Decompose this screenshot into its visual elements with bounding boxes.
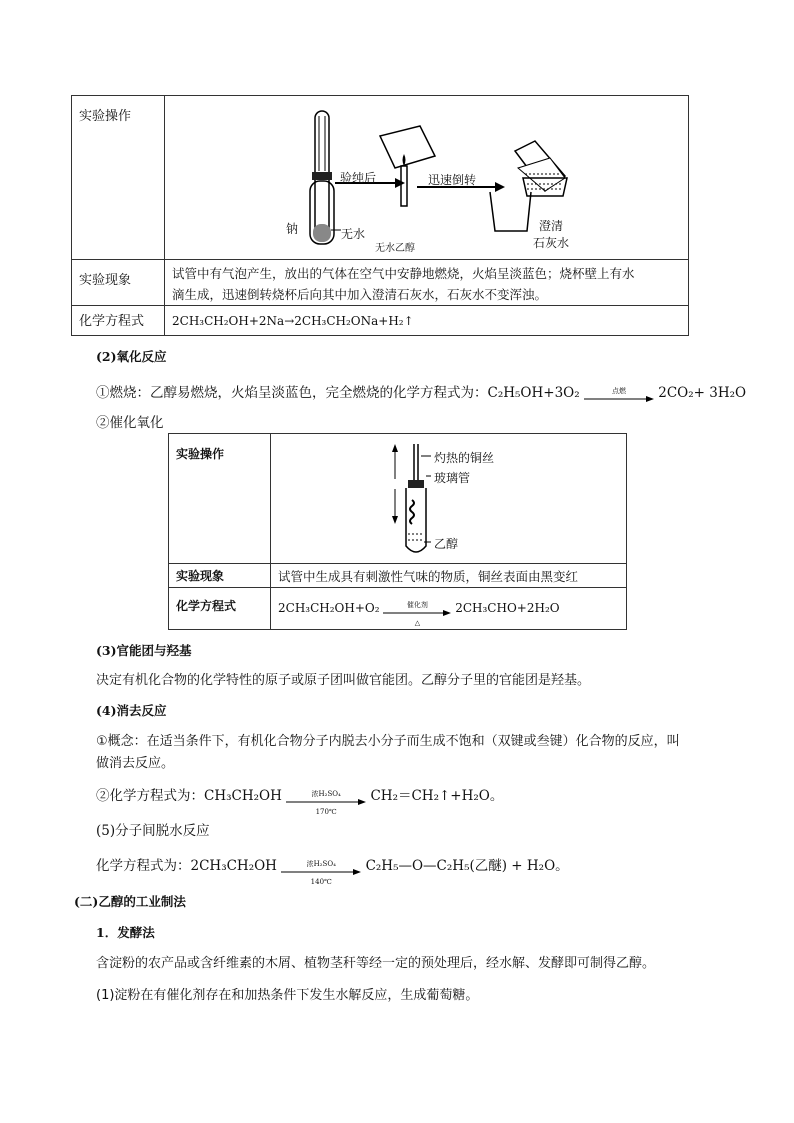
elimination-condition-acid: 浓H₂SO₄ bbox=[311, 789, 341, 798]
table2-equation-rhs: 2CH₃CHO+2H₂O bbox=[455, 601, 560, 615]
table2-figure-cell bbox=[271, 434, 627, 564]
table1-figure-cell bbox=[165, 96, 689, 260]
label-hot-copper-wire: 灼热的铜丝 bbox=[434, 451, 495, 465]
table2-label-phenomenon-text: 实验现象 bbox=[176, 569, 225, 583]
table2-label-phenomenon bbox=[169, 564, 271, 588]
experiment-table-sodium bbox=[71, 95, 689, 336]
label-ethanol: 乙醇 bbox=[434, 537, 459, 551]
elimination-equation-lhs: ②化学方程式为：CH₃CH₂OH bbox=[96, 788, 282, 804]
combustion-condition: 点燃 bbox=[611, 386, 626, 395]
label-invert-fast: 迅速倒转 bbox=[428, 173, 477, 187]
table2-label-equation bbox=[169, 588, 271, 630]
elimination-equation-line bbox=[96, 785, 504, 816]
table2-equation-cell bbox=[271, 588, 627, 630]
combustion-products: 2CO₂+ 3H₂O bbox=[658, 385, 747, 401]
table1-phenomenon-cell bbox=[165, 260, 689, 306]
combustion-arrow bbox=[584, 386, 654, 399]
fermentation-text: 含淀粉的农产品或含纤维素的木屑、植物茎秆等经一定的预处理后，经水解、发酵即可制得乙醇。 bbox=[96, 956, 656, 971]
table1-phenomenon-line2: 滴生成，迅速倒转烧杯后向其中加入澄清石灰水，石灰水不变浑浊。 bbox=[172, 287, 548, 302]
elimination-concept-line2: 做消去反应。 bbox=[96, 756, 175, 771]
combustion-line bbox=[96, 382, 746, 404]
label-after-purity-check: 验纯后 bbox=[340, 171, 377, 185]
table2-equation-arrow bbox=[383, 600, 451, 627]
section-functional-group-heading: (3)官能团与羟基 bbox=[96, 643, 192, 658]
table2-phenomenon-cell bbox=[271, 564, 627, 588]
label-limewater: 石灰水 bbox=[533, 236, 570, 250]
table2-condition-catalyst: 催化剂 bbox=[406, 600, 428, 609]
table2-label-operation-text: 实验操作 bbox=[176, 447, 225, 461]
section-oxidation-heading: (2)氧化反应 bbox=[96, 349, 167, 364]
table2-phenomenon-text: 试管中生成具有刺激性气味的物质，铜丝表面由黑变红 bbox=[278, 569, 579, 584]
table2-condition-heat: △ bbox=[414, 618, 421, 627]
label-anhydrous-ethanol: 无水乙醇 bbox=[375, 243, 415, 254]
catalytic-oxidation-heading: ②催化氧化 bbox=[96, 415, 164, 431]
label-sodium: 钠 bbox=[286, 222, 299, 236]
dehydration-equation-line bbox=[96, 855, 569, 886]
table2-label-operation bbox=[169, 434, 271, 564]
fermentation-heading: 1．发酵法 bbox=[96, 925, 155, 940]
experiment-table-copper bbox=[168, 433, 627, 630]
functional-group-text: 决定有机化合物的化学特性的原子或原子团叫做官能团。乙醇分子里的官能团是羟基。 bbox=[96, 673, 591, 688]
elimination-equation-rhs: CH₂＝CH₂↑+H₂O。 bbox=[370, 788, 504, 804]
section-industrial-heading: (二)乙醇的工业制法 bbox=[74, 894, 186, 909]
table1-label-equation-text: 化学方程式 bbox=[79, 314, 145, 329]
table1-label-operation bbox=[72, 96, 165, 260]
dehydration-equation-lhs: 化学方程式为：2CH₃CH₂OH bbox=[96, 858, 277, 874]
elimination-condition-temp: 170℃ bbox=[315, 807, 337, 816]
table1-label-operation-text: 实验操作 bbox=[79, 109, 132, 124]
elimination-concept-line1: ①概念：在适当条件下，有机化合物分子内脱去小分子而生成不饱和（双键或叁键）化合物的反应，叫 bbox=[96, 734, 680, 749]
table2-equation-lhs: 2CH₃CH₂OH+O₂ bbox=[278, 601, 380, 615]
dehydration-equation-rhs: C₂H₅—O—C₂H₅(乙醚) + H₂O。 bbox=[365, 858, 569, 874]
label-anhydrous: 无水 bbox=[341, 227, 366, 241]
dehydration-arrow bbox=[281, 859, 361, 886]
fermentation-step1: (1)淀粉在有催化剂存在和加热条件下发生水解反应，生成葡萄糖。 bbox=[96, 988, 479, 1003]
table1-equation-text: 2CH₃CH₂OH+2Na→2CH₃CH₂ONa+H₂↑ bbox=[172, 314, 414, 328]
combustion-text: ①燃烧：乙醇易燃烧，火焰呈淡蓝色，完全燃烧的化学方程式为：C₂H₅OH+3O₂ bbox=[96, 385, 580, 401]
table1-label-equation bbox=[72, 306, 165, 336]
label-clear: 澄清 bbox=[539, 219, 564, 233]
label-glass-tube: 玻璃管 bbox=[434, 471, 471, 485]
elimination-arrow bbox=[286, 789, 366, 816]
table2-label-equation-text: 化学方程式 bbox=[176, 599, 237, 613]
dehydration-condition-temp: 140℃ bbox=[310, 877, 332, 886]
table1-equation-cell bbox=[165, 306, 689, 336]
section-elimination-heading: (4)消去反应 bbox=[96, 703, 167, 718]
table1-label-phenomenon-text: 实验现象 bbox=[79, 273, 132, 288]
table1-phenomenon-line1: 试管中有气泡产生，放出的气体在空气中安静地燃烧，火焰呈淡蓝色；烧杯壁上有水 bbox=[172, 266, 635, 281]
dehydration-condition-acid: 浓H₂SO₄ bbox=[306, 859, 336, 868]
section-dehydration-heading: (5)分子间脱水反应 bbox=[96, 823, 210, 839]
table1-label-phenomenon bbox=[72, 260, 165, 306]
